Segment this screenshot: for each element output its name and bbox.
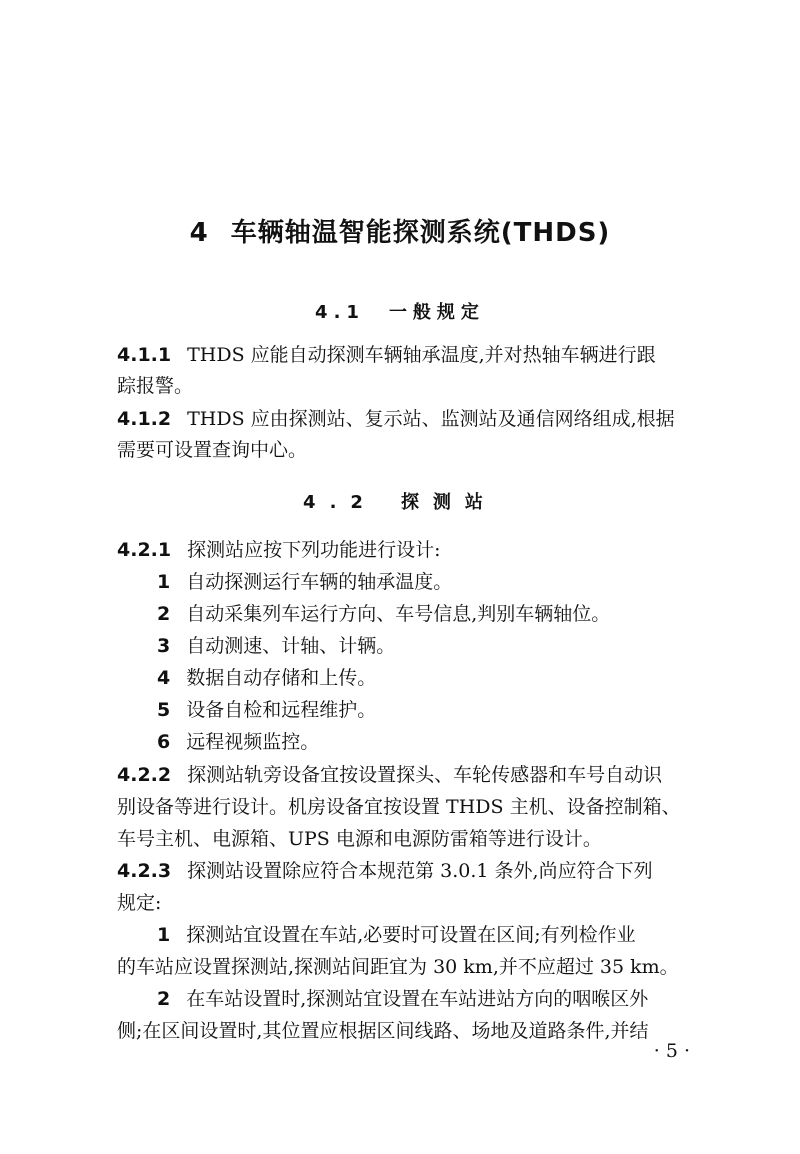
clause-text: 探测站轨旁设备宜按设置探头、车轮传感器和车号自动识 <box>187 764 663 786</box>
list-item <box>117 695 763 725</box>
clause-4-2-1-line-1 <box>117 535 723 565</box>
clause-4-2-3-line-1 <box>117 856 723 886</box>
item-number: 6 <box>157 731 171 753</box>
item-number: 1 <box>157 924 171 946</box>
clause-4-2-3-line-2 <box>117 888 723 918</box>
list-item-line-1 <box>117 920 763 950</box>
clause-number: 4.2.1 <box>117 539 172 561</box>
clause-text: THDS 应由探测站、复示站、监测站及通信网络组成,根据 <box>187 408 675 430</box>
list-item-line-2 <box>117 1016 723 1046</box>
item-number: 2 <box>157 603 171 625</box>
clause-4-1-2-line-1 <box>117 404 723 434</box>
section-title-text: 一般规定 <box>388 302 485 323</box>
list-item-line-2 <box>117 952 723 982</box>
list-item <box>117 599 763 629</box>
item-text: 设备自检和远程维护。 <box>186 699 377 721</box>
clause-text: 车号主机、电源箱、UPS 电源和电源防雷箱等进行设计。 <box>117 828 602 850</box>
item-text: 自动探测运行车辆的轴承温度。 <box>186 571 453 593</box>
item-text: 自动测速、计轴、计辆。 <box>186 635 396 657</box>
clause-number: 4.1.2 <box>117 408 172 430</box>
clause-text: 踪报警。 <box>117 375 194 397</box>
chapter-title-text: 车辆轴温智能探测系统(THDS) <box>230 218 611 248</box>
clause-text: 别设备等进行设计。机房设备宜按设置 THDS 主机、设备控制箱、 <box>117 796 681 818</box>
clause-text: THDS 应能自动探测车辆轴承温度,并对热轴车辆进行跟 <box>187 344 656 366</box>
clause-number: 4.1.1 <box>117 344 172 366</box>
clause-text: 探测站设置除应符合本规范第 3.0.1 条外,尚应符合下列 <box>187 860 653 882</box>
clause-4-2-2-line-1 <box>117 760 723 790</box>
page-number: · 5 · <box>653 1040 690 1062</box>
chapter-title <box>0 212 800 249</box>
item-text: 自动采集列车运行方向、车号信息,判别车辆轴位。 <box>186 603 611 625</box>
section-title-4-1 <box>0 298 800 324</box>
list-item <box>117 663 763 693</box>
list-item <box>117 567 763 597</box>
clause-text: 需要可设置查询中心。 <box>117 439 308 461</box>
list-item-line-1 <box>117 984 763 1014</box>
section-title-text: 探测站 <box>400 492 497 513</box>
item-text: 侧;在区间设置时,其位置应根据区间线路、场地及道路条件,并结 <box>117 1020 649 1042</box>
section-title-4-2 <box>0 488 800 514</box>
item-number: 5 <box>157 699 171 721</box>
clause-4-2-2-line-2 <box>117 792 723 822</box>
clause-4-1-2-line-2 <box>117 435 723 465</box>
item-number: 4 <box>157 667 171 689</box>
clause-number: 4.2.2 <box>117 764 172 786</box>
item-text: 在车站设置时,探测站宜设置在车站进站方向的咽喉区外 <box>186 988 649 1010</box>
clause-text: 探测站应按下列功能进行设计: <box>187 539 441 561</box>
list-item <box>117 631 763 661</box>
list-item <box>117 727 763 757</box>
item-number: 2 <box>157 988 171 1010</box>
clause-4-2-2-line-3 <box>117 824 723 854</box>
section-number: 4.1 <box>315 302 365 323</box>
clause-text: 规定: <box>117 892 162 914</box>
clause-4-1-1-line-1 <box>117 340 723 370</box>
item-text: 的车站应设置探测站,探测站间距宜为 30 km,并不应超过 35 km。 <box>117 956 679 978</box>
item-text: 数据自动存储和上传。 <box>186 667 377 689</box>
section-number: 4.2 <box>303 492 377 513</box>
item-number: 1 <box>157 571 171 593</box>
item-number: 3 <box>157 635 171 657</box>
chapter-number: 4 <box>189 218 209 248</box>
clause-number: 4.2.3 <box>117 860 172 882</box>
clause-4-1-1-line-2 <box>117 371 723 401</box>
item-text: 远程视频监控。 <box>186 731 320 753</box>
item-text: 探测站宜设置在车站,必要时可设置在区间;有列检作业 <box>186 924 636 946</box>
